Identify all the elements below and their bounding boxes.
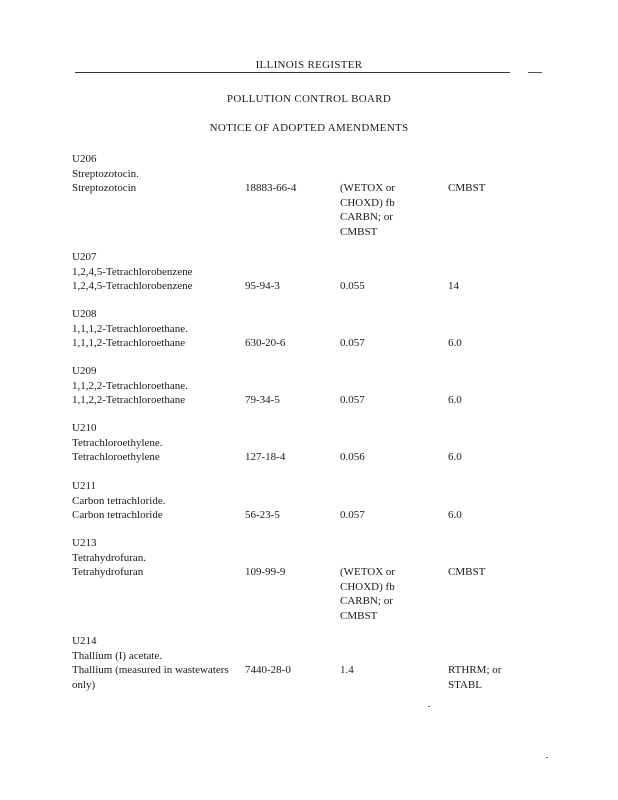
header-rule (75, 72, 510, 73)
wastewater-standard: 0.057 (340, 337, 365, 349)
cas-number: 109-99-9 (245, 566, 286, 578)
wastewater-standard: 0.055 (340, 280, 365, 292)
board-title: POLLUTION CONTROL BOARD (226, 93, 392, 105)
cas-number: 56-23-5 (245, 509, 280, 521)
wastewater-standard: 0.057 (340, 509, 365, 521)
waste-description: 1,1,1,2-Tetrachloroethane. (72, 322, 188, 335)
constituent-name: Carbon tetrachloride (72, 509, 163, 521)
waste-code: U207 (72, 251, 97, 263)
waste-description: 1,2,4,5-Tetrachlorobenzene (72, 265, 193, 278)
waste-code: U213 (72, 537, 97, 549)
nonwastewater-standard: CMBST (448, 566, 486, 578)
nonwastewater-standard: 6.0 (448, 451, 462, 463)
waste-description: Thallium (I) acetate. (72, 649, 163, 662)
constituent-name: 1,2,4,5-Tetrachlorobenzene (72, 280, 193, 292)
header-rule-end (528, 72, 542, 73)
waste-description: Tetrachloroethylene. (72, 436, 163, 449)
nonwastewater-standard: 6.0 (448, 337, 462, 349)
waste-code: U209 (72, 365, 97, 377)
register-title (0, 59, 618, 71)
constituent-name: 1,1,2,2-Tetrachloroethane (72, 394, 186, 406)
cas-number: 630-20-6 (245, 337, 286, 349)
waste-code: U208 (72, 308, 97, 320)
constituent-name: Tetrahydrofuran (72, 566, 144, 578)
nonwastewater-standard: 14 (448, 280, 459, 292)
constituent-name: Tetrachloroethylene (72, 451, 160, 463)
waste-description: 1,1,2,2-Tetrachloroethane. (72, 379, 188, 392)
nonwastewater-standard: 6.0 (448, 509, 462, 521)
waste-description: Carbon tetrachloride. (72, 494, 166, 507)
wastewater-standard: (WETOX or CHOXD) fb CARBN; or CMBST (340, 566, 396, 622)
waste-code: U206 (72, 153, 97, 165)
constituent-name: 1,1,1,2-Tetrachloroethane (72, 337, 186, 349)
waste-code: U210 (72, 422, 97, 434)
wastewater-standard: 0.056 (340, 451, 365, 463)
nonwastewater-standard: RTHRM; or STABL (448, 664, 502, 691)
wastewater-standard: 0.057 (340, 394, 365, 406)
waste-code: U214 (72, 635, 97, 647)
nonwastewater-standard: 6.0 (448, 394, 462, 406)
cas-number: 79-34-5 (245, 394, 280, 406)
scan-speck (546, 757, 548, 758)
cas-number: 127-18-4 (245, 451, 286, 463)
waste-code: U211 (72, 480, 97, 492)
waste-description: Tetrahydrofuran. (72, 551, 147, 564)
notice-title: NOTICE OF ADOPTED AMENDMENTS (209, 122, 409, 134)
cas-number: 7440-28-0 (245, 664, 291, 676)
register-title-text: ILLINOIS REGISTER (253, 59, 366, 71)
wastewater-standard: 1.4 (340, 664, 354, 676)
wastewater-standard: (WETOX or CHOXD) fb CARBN; or CMBST (340, 182, 396, 238)
cas-number: 18883-66-4 (245, 182, 297, 194)
nonwastewater-standard: CMBST (448, 182, 486, 194)
constituent-name: Streptozotocin (72, 182, 137, 194)
scan-speck (428, 706, 430, 707)
waste-description: Streptozotocin. (72, 167, 139, 180)
cas-number: 95-94-3 (245, 280, 280, 292)
constituent-name: Thallium (measured in wastewaters only) (72, 664, 229, 691)
